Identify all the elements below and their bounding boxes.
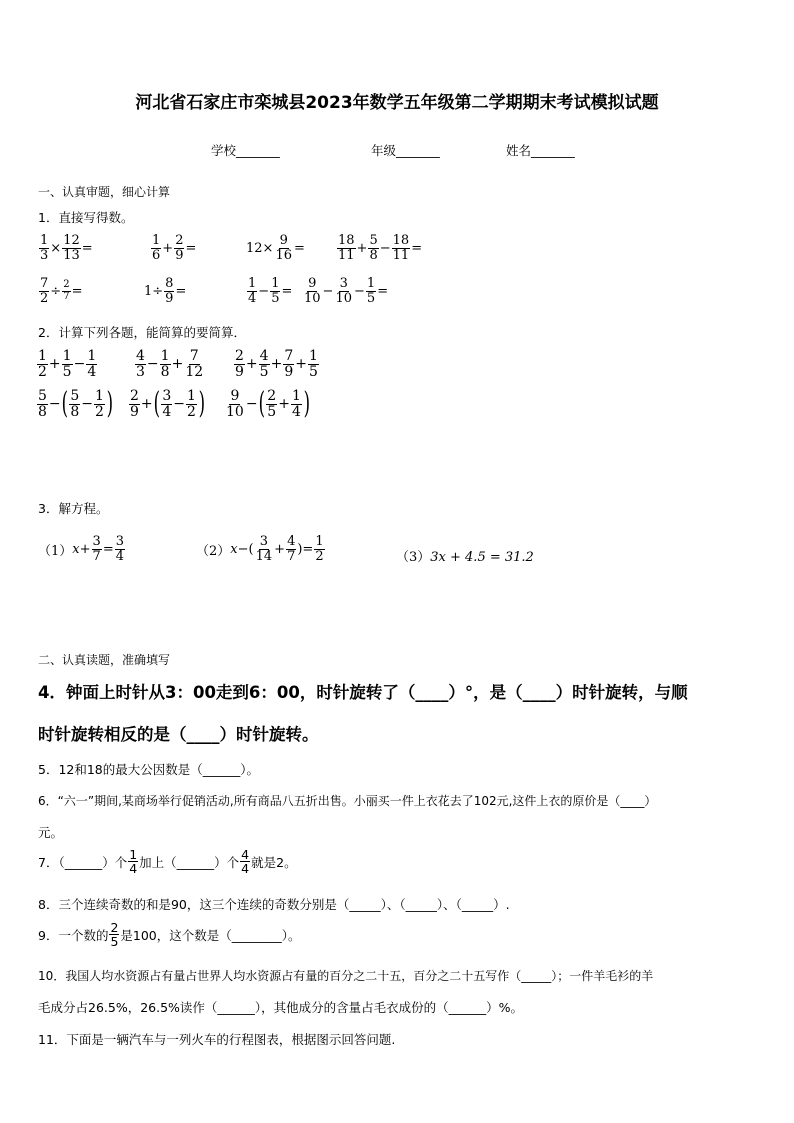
section-1-heading: 一、认真审题，细心计算 [38,185,171,199]
q10-line-1: 10．我国人均水资源占有量占世界人均水资源占有量的百分之二十五，百分之二十五写作（_____）；一件羊毛衫的羊 [38,969,654,983]
q2-item-6: $\frac{9}{10}$ − ( $\frac{2}{5}$ + $\frac{1}{4}$ ) [226,386,310,422]
q1-item-8: $\frac{9}{10}$ − $\frac{3}{10}$ − $\frac{1}{5}$ = [304,276,389,306]
q4-line-2: 时针旋转相反的是（____）时针旋转。 [38,725,319,744]
page-title: 河北省石家庄市栾城县2023年数学五年级第二学期期末考试模拟试题 [135,93,659,113]
q7: 7．（______）个 $\frac{1}{4}$ 加上（______）个 $\frac{4}{4}$ 就是2。 [38,847,297,877]
q2-item-3: $\frac{2}{9}$ + $\frac{4}{5}$ + $\frac{7}{9}$ + $\frac{1}{5}$ [235,348,318,380]
q2-label: 2．计算下列各题，能简算的要简算． [38,325,246,340]
q4-line-1: 4．钟面上时针从3：00走到6：00，时针旋转了（____）°，是（____）时针旋转，与顺 [38,683,688,702]
q10-line-2: 毛成分占26.5%，26.5%读作（______），其他成分的含量占毛衣成份的（______）%。 [38,1000,524,1015]
q3-equation-2: （2） x − ( $\frac{3}{14}$ + $\frac{4}{7}$ ) = $\frac{1}{2}$ [196,534,324,564]
q6-line-2: 元。 [38,825,64,840]
q1-item-6: 1÷ $\frac{8}{9}$ = [144,276,187,306]
q1-item-1: $\frac{1}{3}$ × $\frac{12}{13}$ = [40,233,93,263]
q2-item-4: $\frac{5}{8}$ − ( $\frac{5}{8}$ − $\frac{1}{2}$ ) [38,386,114,422]
name-field: 姓名_______ [506,143,575,158]
q2-item-5: $\frac{2}{9}$ + ( $\frac{3}{4}$ − $\frac{1}{2}$ ) [130,386,206,422]
q1-item-4: $\frac{18}{11}$ + $\frac{5}{8}$ − $\frac{18}{11}$ = [338,233,423,263]
q3-equation-3: （3）3x + 4.5 = 31.2 [396,550,534,565]
grade-field: 年级_______ [371,143,440,158]
q1-item-2: $\frac{1}{6}$ + $\frac{2}{9}$ = [152,233,197,263]
q5: 5．12和18的最大公因数是（______）。 [38,762,260,777]
q9: 9．一个数的 $\frac{2}{5}$ 是100，这个数是（________）。 [38,920,301,950]
q2-item-2: $\frac{4}{3}$ − $\frac{1}{8}$ + $\frac{7}{12}$ [136,348,204,380]
school-field: 学校_______ [211,143,280,158]
q2-item-1: $\frac{1}{2}$ + $\frac{1}{5}$ − $\frac{1}{4}$ [38,348,97,380]
q3-equation-1: （1） x + $\frac{3}{7}$ = $\frac{3}{4}$ [38,534,124,564]
q1-item-3: 12× $\frac{9}{16}$ = [246,233,305,263]
q8: 8．三个连续奇数的和是90，这三个连续的奇数分别是（_____）、（_____）、（_____）. [38,897,510,912]
q6-line-1: 6．“六一”期间,某商场举行促销活动,所有商品八五折出售。小丽买一件上衣花去了102元,这件上衣的原价是（____） [38,794,657,808]
section-2-heading: 二、认真读题，准确填写 [38,653,171,667]
q1-item-5: $\frac{7}{2}$ ÷ $\frac{2}{7}$ = [40,276,83,306]
q1-item-7: $\frac{1}{4}$ − $\frac{1}{5}$ = [248,276,293,306]
q3-label: 3．解方程。 [38,501,109,516]
q11: 11．下面是一辆汽车与一列火车的行程图表，根据图示回答问题. [38,1032,396,1047]
q1-label: 1．直接写得数。 [38,210,134,225]
